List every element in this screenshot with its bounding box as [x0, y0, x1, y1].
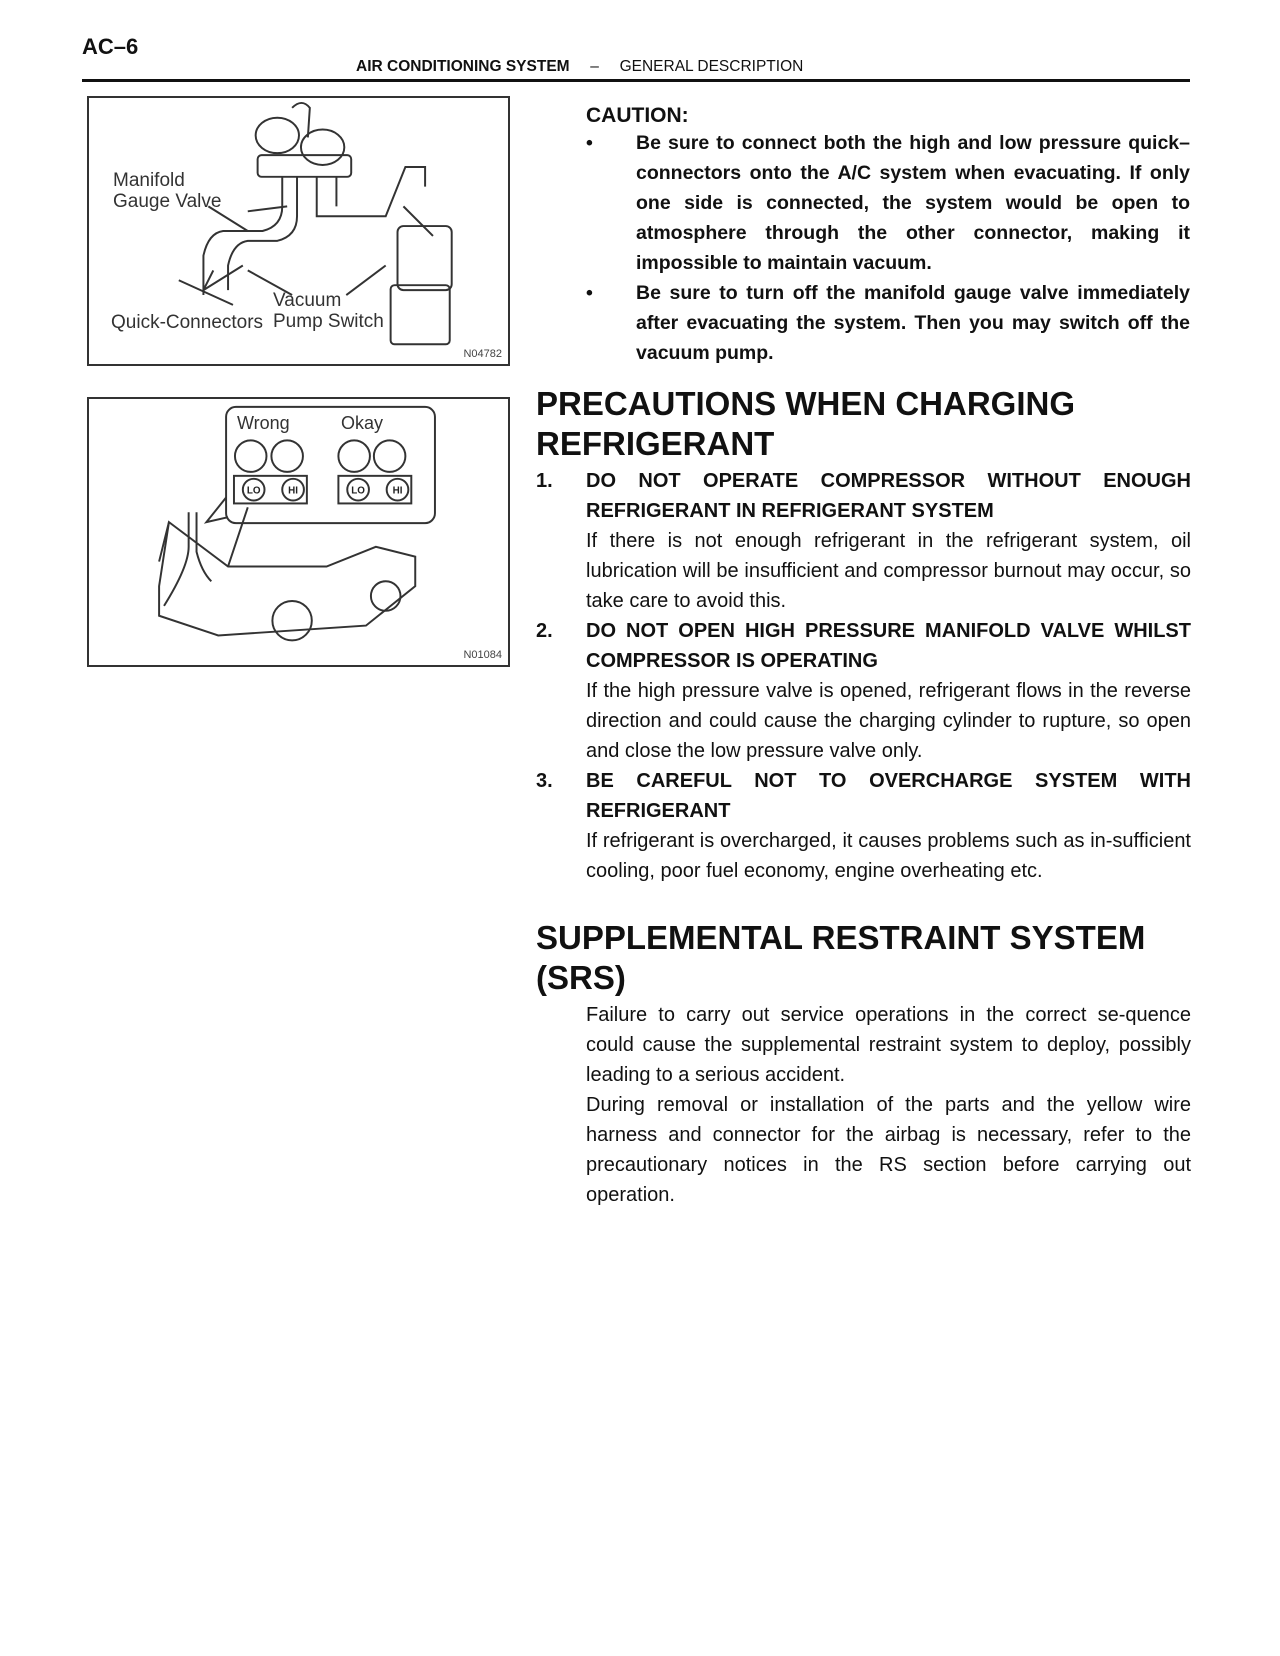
hi-label-wrong: HI — [288, 485, 299, 497]
section-title: AIR CONDITIONING SYSTEM — [356, 58, 570, 75]
caution-bullet — [586, 128, 1190, 278]
precaution-item — [536, 616, 1191, 766]
header-rule — [82, 79, 1190, 82]
figure-code: N01084 — [463, 649, 502, 661]
page-number: AC–6 — [82, 34, 139, 59]
car-charging-illustration — [89, 399, 508, 665]
lo-label-wrong: LO — [246, 485, 261, 497]
running-header — [356, 58, 803, 76]
item-heading: DO NOT OPEN HIGH PRESSURE MANIFOLD VALVE WHILST COMPRESSOR IS OPERATING — [586, 620, 1191, 672]
srs-paragraph: Failure to carry out service operations in the correct se-quence could cause the supplemental restraint system to deploy, possibly leading to a serious accident. — [586, 1004, 1191, 1086]
item-heading: DO NOT OPERATE COMPRESSOR WITHOUT ENOUGH REFRIGERANT IN REFRIGERANT SYSTEM — [586, 470, 1191, 522]
precaution-item — [536, 766, 1191, 886]
header-separator: – — [590, 58, 599, 75]
label-manifold — [113, 170, 221, 212]
item-body: If refrigerant is overcharged, it causes problems such as in-sufficient cooling, poor fuel economy, engine overheating etc. — [586, 830, 1191, 882]
item-heading: BE CAREFUL NOT TO OVERCHARGE SYSTEM WITH REFRIGERANT — [586, 770, 1191, 822]
item-body: If there is not enough refrigerant in the refrigerant system, oil lubrication will be insufficient and compressor burnout may occur, so take care to avoid this. — [586, 530, 1191, 612]
figure-charging-valves — [87, 397, 510, 667]
label-manifold-line2: Gauge Valve — [113, 191, 222, 212]
item-body: If the high pressure valve is opened, refrigerant flows in the reverse direction and could cause the charging cylinder to rupture, so open and close the low pressure valve only. — [586, 680, 1191, 762]
caution-bullet-text: Be sure to turn off the manifold gauge valve immediately after evacuating the system. Then you may switch off the vacuum pump. — [636, 282, 1190, 364]
item-number: 3. — [536, 770, 553, 792]
srs-heading-line1: SUPPLEMENTAL RESTRAINT SYSTEM — [536, 919, 1146, 956]
srs-heading-line2: (SRS) — [536, 959, 626, 996]
caution-bullet-text: Be sure to connect both the high and low pressure quick–connectors onto the A/C system when evacuating. If only one side is connected, the system would be open to atmosphere through the other connector, making it impossible to maintain vacuum. — [636, 132, 1190, 274]
lo-label-okay: LO — [351, 485, 365, 497]
label-manifold-line1: Manifold — [113, 170, 185, 191]
caution-title: CAUTION: — [586, 104, 689, 127]
hi-label-okay: HI — [392, 485, 403, 497]
label-wrong: Wrong — [237, 413, 290, 433]
precautions-heading-line1: PRECAUTIONS WHEN CHARGING — [536, 385, 1076, 422]
figure-manifold-gauge — [87, 96, 510, 366]
caution-bullet — [586, 278, 1190, 368]
label-okay: Okay — [341, 413, 384, 433]
precaution-item — [536, 466, 1191, 616]
item-number: 2. — [536, 620, 553, 642]
srs-heading — [536, 918, 1191, 998]
precautions-heading — [536, 384, 1191, 464]
label-vacuum-line2: Pump Switch — [273, 311, 384, 332]
item-number: 1. — [536, 470, 553, 492]
label-vacuum-line1: Vacuum — [273, 290, 342, 311]
bullet-icon: • — [586, 282, 593, 304]
subsection-title: GENERAL DESCRIPTION — [619, 58, 804, 75]
bullet-icon: • — [586, 132, 593, 154]
precautions-heading-line2: REFRIGERANT — [536, 425, 775, 462]
label-vacuum-pump — [273, 290, 384, 332]
srs-paragraph: During removal or installation of the parts and the yellow wire harness and connector for the airbag is necessary, refer to the precautionary notices in the RS section before carrying out operation. — [586, 1094, 1191, 1206]
label-quick-connectors: Quick-Connectors — [111, 312, 264, 333]
figure-code: N04782 — [463, 348, 502, 360]
